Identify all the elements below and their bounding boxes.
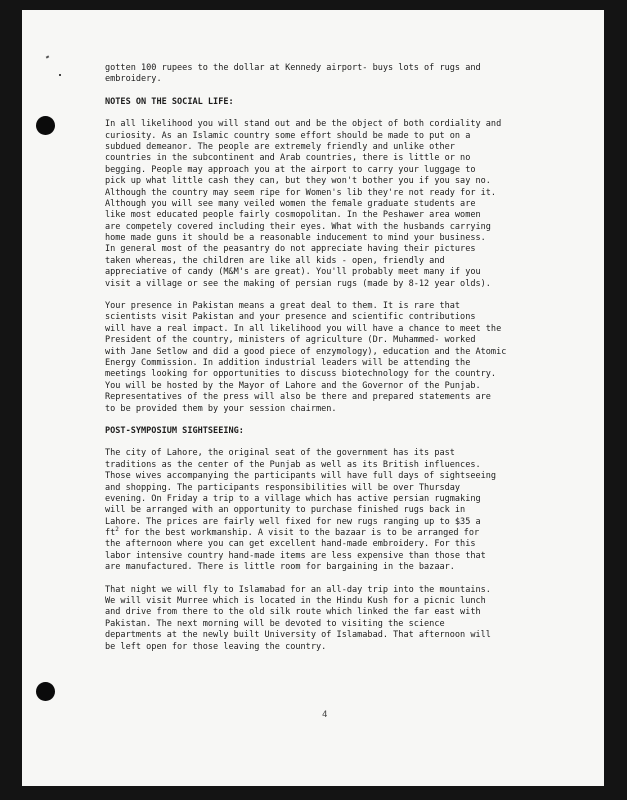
text-line: visit a village or see the making of persian rugs (made by 8-12 year olds). [105, 278, 491, 289]
text-line-with-superscript [105, 528, 555, 539]
text-line: The city of Lahore, the original seat of the government has its past [105, 448, 455, 459]
text-line: and drive from there to the old silk route which linked the far east with [105, 607, 481, 618]
text-line: scientists visit Pakistan and your presence and scientific contributions [105, 312, 476, 323]
text-line: In all likelihood you will stand out and be the object of both cordiality and [105, 119, 502, 130]
text-line: You will be hosted by the Mayor of Lahore and the Governor of the Punjab. [105, 380, 481, 391]
text-line: Although the country may seem ripe for Women's lib they're not ready for it. [105, 187, 497, 198]
text-line: will have a real impact. In all likelihood you will have a chance to meet the [105, 323, 502, 334]
text-line: labor intensive country hand-made items are less expensive than those that [105, 550, 486, 561]
text-line: Representatives of the press will also be there and prepared statements are [105, 392, 491, 403]
text-line: home made guns it should be a reasonable inducement to mind your business. [105, 233, 486, 244]
superscript-2: 2 [115, 526, 119, 534]
punch-hole-top [36, 116, 55, 135]
text-line: President of the country, ministers of agriculture (Dr. Muhammed- worked [105, 335, 476, 346]
text-line: traditions as the center of the Punjab as well as its British influences. [105, 459, 481, 470]
document-page [22, 10, 604, 786]
text-line: Pakistan. The next morning will be devoted to visiting the science [105, 618, 445, 629]
text-line: curiosity. As an Islamic country some effort should be made to put on a [105, 130, 471, 141]
social-paragraph-1 [105, 119, 555, 290]
ft-unit: ft [105, 528, 116, 539]
text-line: embroidery. [105, 74, 162, 85]
social-life-heading: NOTES ON THE SOCIAL LIFE: [105, 96, 234, 107]
text-line: appreciative of candy (M&M's are great). You'll probably meet many if you [105, 267, 481, 278]
text-line: be left open for those leaving the country. [105, 641, 327, 652]
text-line: and shopping. The participants responsibilities will be over Thursday [105, 482, 461, 493]
text-line: That night we will fly to Islamabad for an all-day trip into the mountains. [105, 584, 491, 595]
text-line: Those wives accompanying the participants will have full days of sightseeing [105, 471, 497, 482]
text-line: subdued demeanor. The people are extremely friendly and unlike other [105, 141, 455, 152]
social-paragraph-2 [105, 301, 555, 415]
text-line: Although you will see many veiled women the female graduate students are [105, 198, 476, 209]
text-line: countries in the subcontinent and Arab countries, there is little or no [105, 153, 471, 164]
text-line: pick up what little cash they can, but they won't bother you if you say no. [105, 176, 491, 187]
top-fragment [105, 63, 555, 86]
punch-hole-bottom [36, 682, 55, 701]
text-line: are competely covered including their eyes. What with the husbands carrying [105, 221, 491, 232]
text-line: begging. People may approach you at the airport to carry your luggage to [105, 164, 476, 175]
sightseeing-heading: POST-SYMPOSIUM SIGHTSEEING: [105, 425, 244, 436]
sightseeing-paragraph-2 [105, 585, 555, 653]
text-line: to be provided them by your session chairmen. [105, 403, 337, 414]
text-line: evening. On Friday a trip to a village which has active persian rugmaking [105, 493, 481, 504]
text-line: the afternoon where you can get excellent hand-made embroidery. For this [105, 539, 476, 550]
text-line: like most educated people fairly cosmopolitan. In the Peshawer area women [105, 210, 481, 221]
text-line: Energy Commission. In addition industrial leaders will be attending the [105, 357, 471, 368]
text-line: Lahore. The prices are fairly well fixed for new rugs ranging up to $35 a [105, 516, 481, 527]
document-body [105, 63, 555, 653]
text-line: are manufactured. There is little room for bargaining in the bazaar. [105, 562, 455, 573]
text-line: with Jane Setlow and did a good piece of enzymology), education and the Atomic [105, 346, 507, 357]
paper-speck [59, 74, 61, 76]
page-number: 4 [322, 710, 328, 720]
text-line: will be arranged with an opportunity to purchase finished rugs back in [105, 505, 466, 516]
text-line: Your presence in Pakistan means a great deal to them. It is rare that [105, 301, 461, 312]
paper-mark [46, 55, 50, 58]
text-line: taken whereas, the children are like all kids - open, friendly and [105, 255, 445, 266]
text-fragment: for the best workmanship. A visit to the bazaar is to be arranged for [118, 528, 480, 539]
text-line: gotten 100 rupees to the dollar at Kennedy airport- buys lots of rugs and [105, 63, 481, 73]
text-line: departments at the newly built University of Islamabad. That afternoon will [105, 630, 491, 641]
text-line: We will visit Murree which is located in the Hindu Kush for a picnic lunch [105, 596, 486, 607]
text-line: In general most of the peasantry do not appreciate having their pictures [105, 244, 476, 255]
text-line: meetings looking for opportunities to discuss biotechnology for the country. [105, 369, 497, 380]
sightseeing-paragraph-1 [105, 448, 555, 573]
